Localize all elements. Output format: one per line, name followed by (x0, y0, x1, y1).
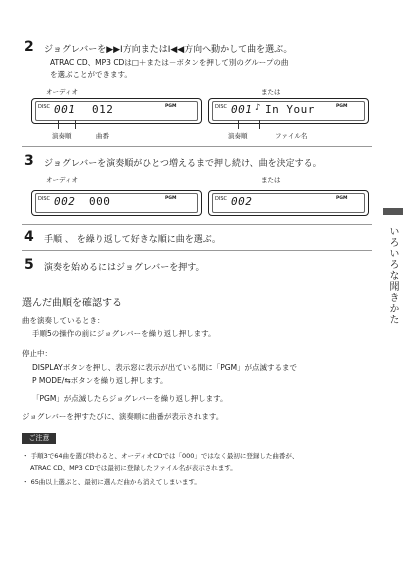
lcd-display-file-step2 (208, 98, 369, 124)
step-3-audio-label: オーディオ (46, 176, 78, 184)
disc-icon: DISC (215, 104, 227, 110)
playing-label: 曲を演奏しているとき： (22, 316, 105, 325)
chapter-tab-marker (383, 208, 403, 215)
lcd-order: 001 (54, 103, 76, 116)
section-heading: 選んだ曲順を確認する (22, 298, 122, 309)
pgm-indicator: PGM (336, 104, 348, 109)
step-3-number: 3 (24, 153, 34, 169)
lcd-track: 000 (89, 195, 111, 208)
music-note-icon: ♪ (255, 103, 261, 113)
note-bullet-1-line1: ・ 手順3で64曲を選び終わると、オーディオCDでは「000」ではなく最初に登録した曲番が、 (22, 452, 299, 460)
lcd-order: 002 (54, 195, 76, 208)
step-5-title: 演奏を始めるにはジョグレバーを押す。 (44, 263, 205, 273)
stop-label: 停止中： (22, 349, 52, 358)
playing-text: 手順5の操作の前にジョグレバーを繰り返し押します。 (32, 329, 216, 338)
lcd-order: 001 (231, 103, 253, 116)
step-3-or-label: または (261, 176, 281, 184)
step-2-or-label: または (261, 88, 281, 96)
footer-text: ジョグレバーを押すたびに、演奏順に曲番が表示されます。 (22, 412, 224, 421)
disc-icon: DISC (215, 196, 227, 202)
note-bullet-2: ・ 65曲以上選ぶと、最初に選んだ曲から消えてしまいます。 (22, 478, 201, 486)
step-2-desc-line1: ATRAC CD、MP3 CDは□＋または－ボタンを押して別のグループの曲 (50, 58, 289, 67)
lcd-filename: In Your (265, 103, 315, 116)
caption-order: 演奏順 (52, 132, 72, 140)
stop-text-line3: 「PGM」が点滅したらジョグレバーを繰り返し押します。 (32, 394, 228, 403)
chapter-title: いろいろな聞きかた (387, 226, 398, 325)
lcd-display-audio-step2 (31, 98, 202, 124)
step-3-title: ジョグレバーを演奏順がひとつ増えるまで押し続け、曲を決定する。 (44, 159, 322, 169)
note-title: ご注意 (22, 433, 56, 444)
lcd-display-file-step3 (208, 190, 369, 216)
step-5-number: 5 (24, 257, 34, 273)
step-2-title: ジョグレバーを▶▶I方向またはI◀◀方向へ動かして曲を選ぶ。 (44, 45, 293, 55)
caption-track-number: 曲番 (96, 132, 109, 140)
caption-order: 演奏順 (228, 132, 248, 140)
stop-text-line2: P MODE/⇆ボタンを繰り返し押します。 (32, 376, 168, 385)
note-bullet-1-line2: ATRAC CD、MP3 CDでは最初に登録したファイル名が表示されます。 (30, 464, 237, 472)
step-2-number: 2 (24, 39, 34, 55)
pgm-indicator: PGM (165, 104, 177, 109)
disc-icon: DISC (38, 196, 50, 202)
step-2-audio-label: オーディオ (46, 88, 78, 96)
disc-icon: DISC (38, 104, 50, 110)
step-4-title: 手順 、 を繰り返して好きな順に曲を選ぶ。 (44, 235, 221, 245)
step-2-desc-line2: を選ぶことができます。 (50, 70, 132, 79)
caption-file-name: ファイル名 (275, 132, 308, 140)
step-4-number: 4 (24, 229, 34, 245)
pgm-indicator: PGM (165, 196, 177, 201)
pgm-indicator: PGM (336, 196, 348, 201)
stop-text-line1: DISPLAYボタンを押し、表示窓に表示が出ている間に「PGM」が点滅するまで (32, 363, 298, 372)
lcd-display-audio-step3 (31, 190, 202, 216)
lcd-order: 002 (231, 195, 253, 208)
lcd-track: 012 (92, 103, 114, 116)
